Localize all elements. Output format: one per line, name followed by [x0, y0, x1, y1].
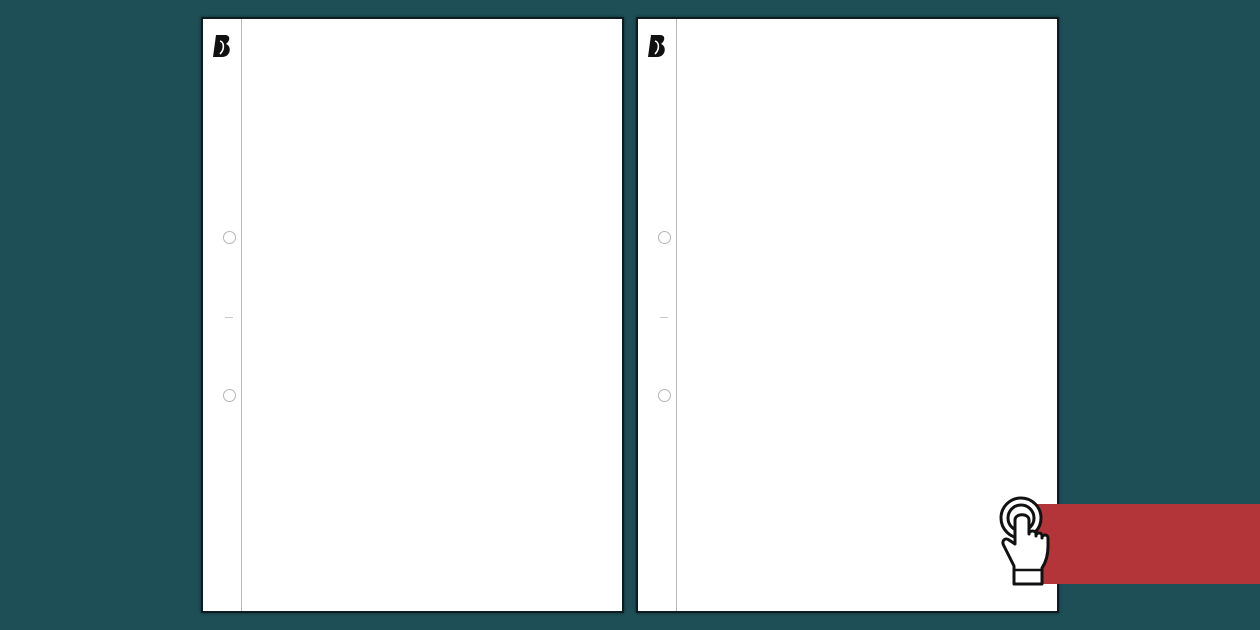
punch-hole [658, 389, 671, 402]
margin-line [676, 19, 677, 611]
punch-hole [223, 389, 236, 402]
worksheet-page-1 [201, 17, 624, 613]
margin-line [241, 19, 242, 611]
fold-mark [660, 317, 668, 318]
punch-hole [223, 231, 236, 244]
brand-mark [642, 507, 672, 597]
punch-hole [658, 231, 671, 244]
fold-mark [225, 317, 233, 318]
beyond-logo-icon [647, 33, 667, 59]
beyond-logo-icon [212, 33, 232, 59]
interactive-options-banner[interactable] [1034, 504, 1260, 584]
touch-hand-icon [996, 496, 1054, 588]
brand-mark [207, 507, 237, 597]
